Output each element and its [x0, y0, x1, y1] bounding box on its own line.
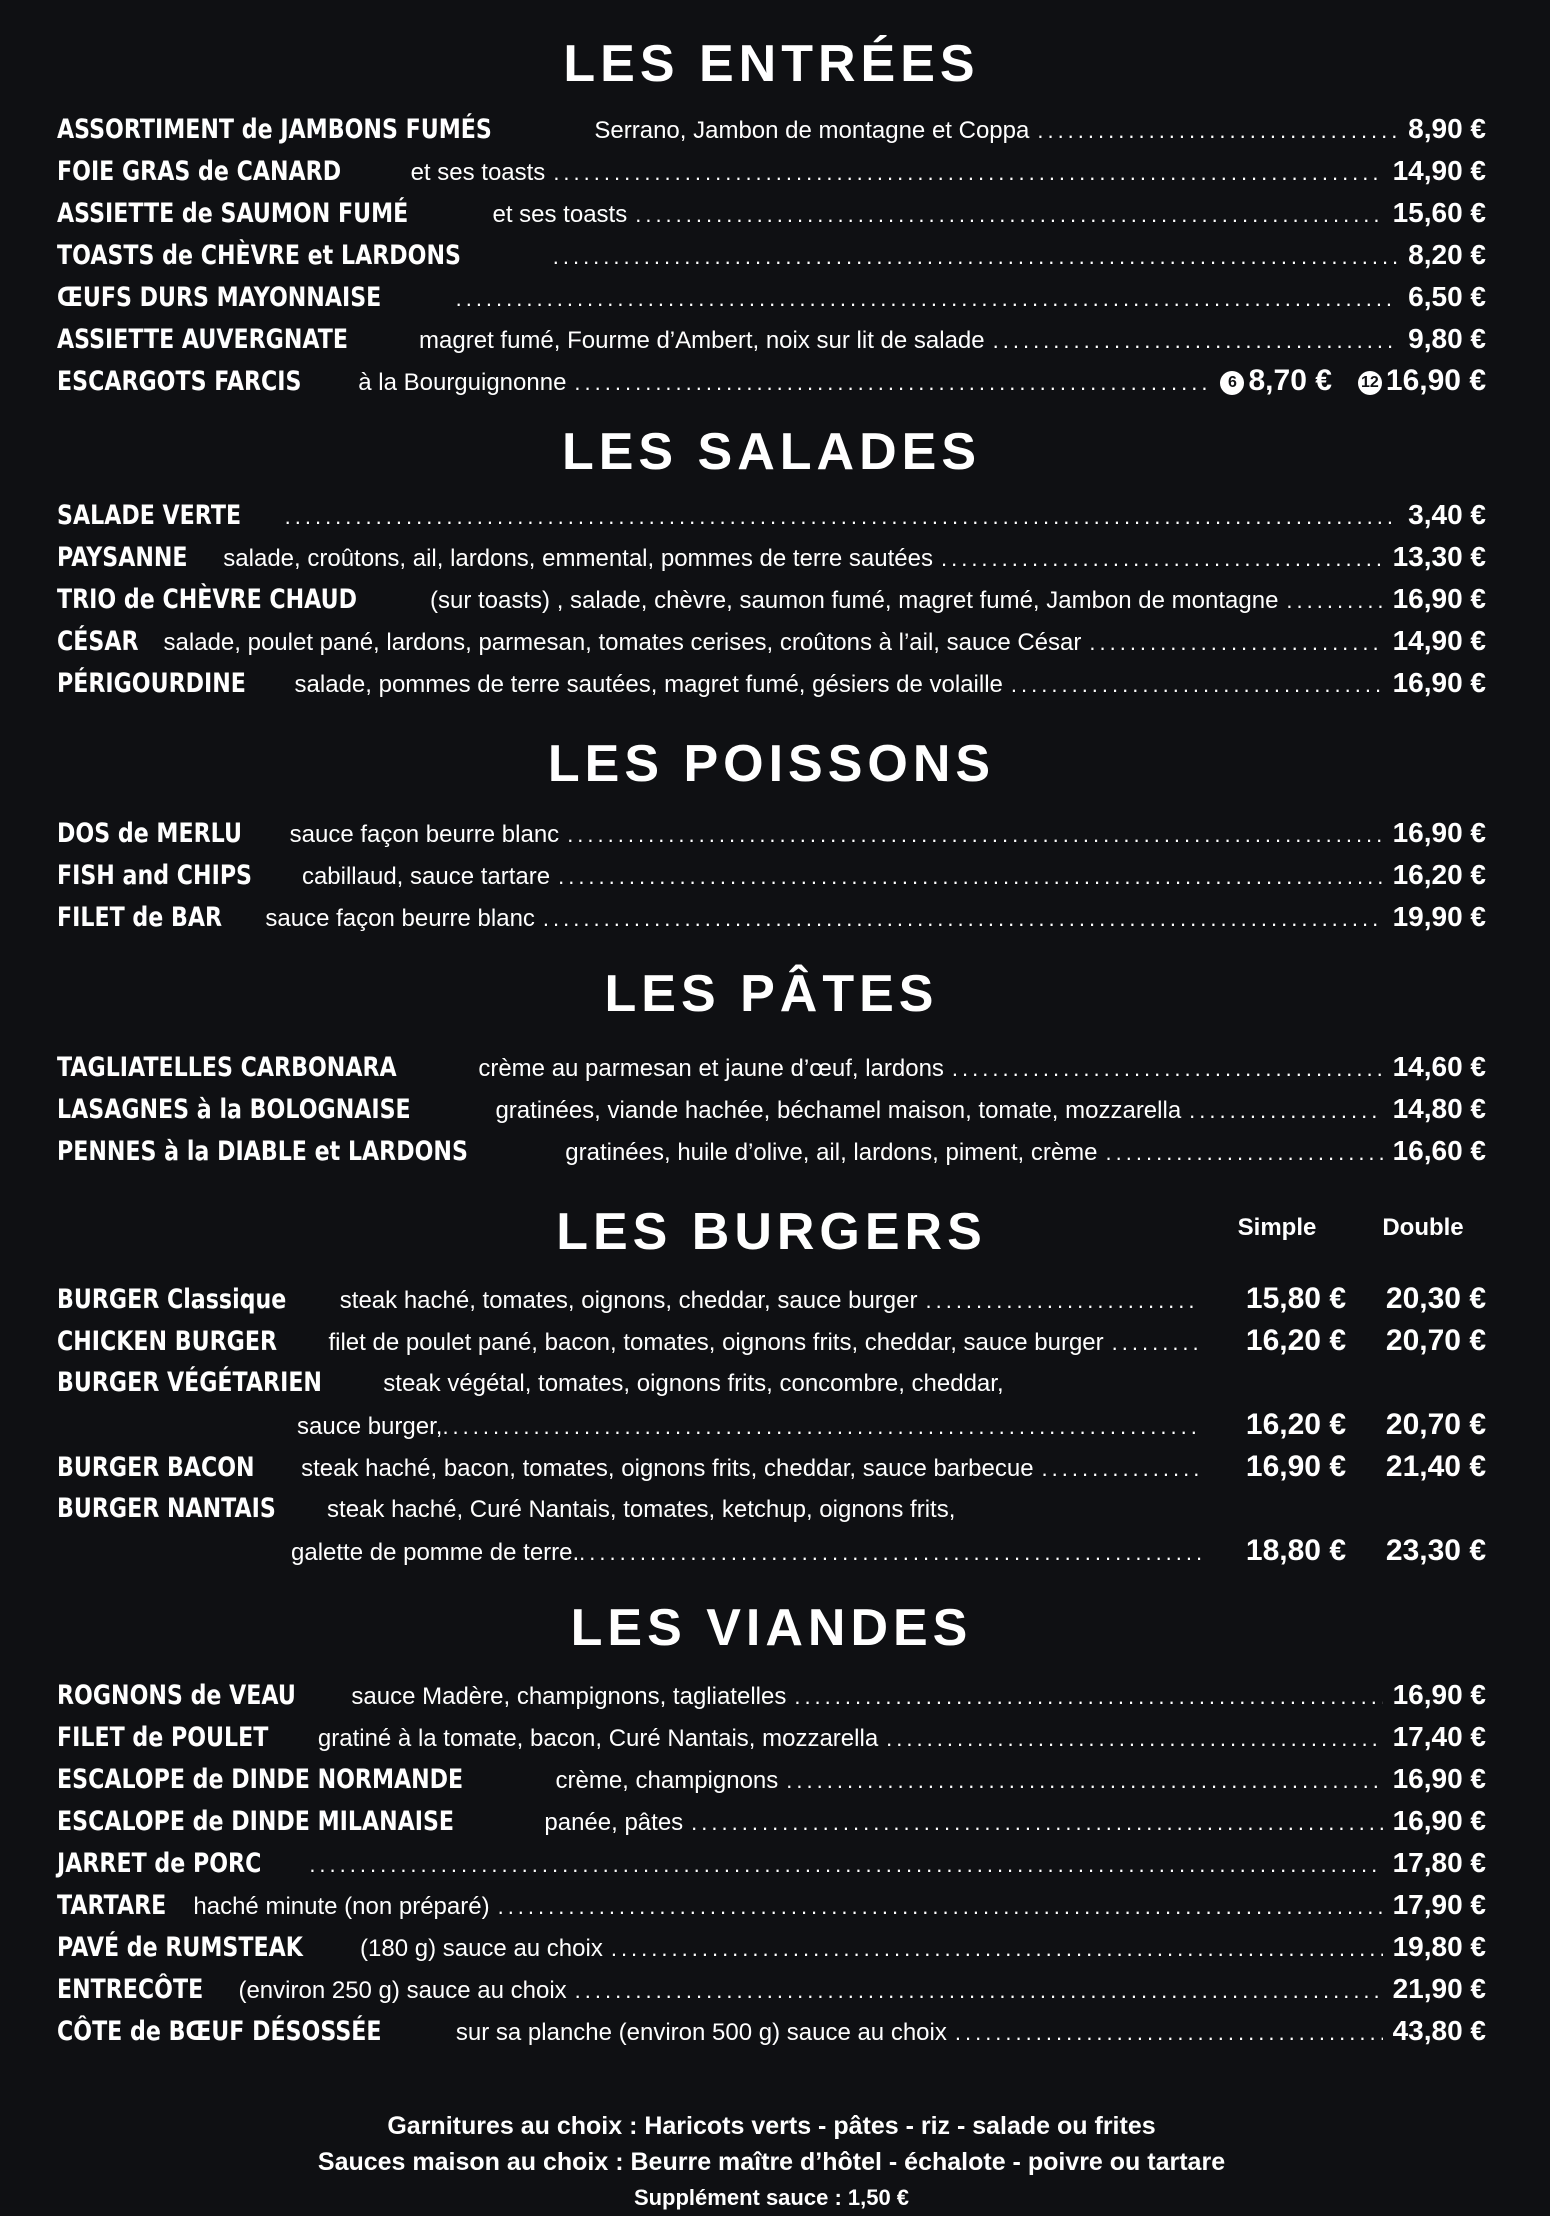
burger-item-continuation [57, 1404, 1486, 1446]
pates-list [57, 1046, 1486, 1172]
price-simple: 16,20 € [1245, 1408, 1346, 1441]
price-double: 20,70 € [1385, 1408, 1486, 1441]
sauces-note: Sauces maison au choix : Beurre maître d’hôtel - échalote - poivre ou tartare [317, 2148, 1226, 2176]
price-simple: 15,80 € [1245, 1282, 1346, 1315]
menu-item [57, 1884, 1486, 1926]
item-name: ASSIETTE de SAUMON FUMÉ [57, 198, 409, 229]
item-price: 21,90 € [1392, 1973, 1486, 2004]
item-description: gratiné à la tomate, bacon, Curé Nantais, mozzarella [317, 1725, 879, 1752]
item-price: 17,90 € [1392, 1889, 1486, 1920]
item-description: sauce façon beurre blanc [289, 821, 560, 848]
menu-item [57, 854, 1486, 896]
item-name: BURGER NANTAIS [57, 1493, 276, 1524]
dot-leader [955, 2012, 1383, 2054]
item-description: gratinées, viande hachée, béchamel maison, tomate, mozzarella [495, 1097, 1182, 1124]
dot-leader [941, 538, 1383, 580]
price-double: 20,30 € [1385, 1282, 1486, 1315]
burger-item [57, 1320, 1486, 1362]
poissons-list [57, 812, 1486, 938]
item-name: ASSIETTE AUVERGNATE [57, 324, 349, 355]
column-double: Double [1382, 1214, 1464, 1241]
price-simple: 16,90 € [1245, 1450, 1346, 1483]
item-price: 19,80 € [1392, 1931, 1486, 1962]
item-price: 14,90 € [1392, 155, 1486, 186]
item-price: 17,40 € [1392, 1721, 1486, 1752]
price-12: 16,90 € [1385, 364, 1486, 397]
item-price: 16,90 € [1392, 1763, 1486, 1794]
item-name: CÔTE de BŒUF DÉSOSSÉE [57, 2016, 382, 2047]
item-price: 13,30 € [1392, 541, 1486, 572]
item-name: ESCALOPE de DINDE MILANAISE [57, 1806, 455, 1837]
item-price: 17,80 € [1392, 1847, 1486, 1878]
dot-leader [558, 856, 1382, 898]
item-description: gratinées, huile d’olive, ail, lardons, piment, crème [565, 1139, 1098, 1166]
item-name: FISH and CHIPS [57, 860, 252, 891]
item-name: FILET de BAR [57, 902, 223, 933]
item-description: et ses toasts [410, 159, 546, 186]
menu-item [57, 896, 1486, 938]
item-price: 16,90 € [1392, 583, 1486, 614]
salades-list [57, 494, 1486, 704]
menu-item [57, 2010, 1486, 2052]
menu-item [57, 276, 1486, 318]
item-description: salade, pommes de terre sautées, magret fumé, gésiers de volaille [294, 671, 1003, 698]
dot-leader [285, 496, 1399, 538]
item-name: ENTRECÔTE [57, 1974, 204, 2005]
item-name: ESCALOPE de DINDE NORMANDE [57, 1764, 464, 1795]
menu-item [57, 1046, 1486, 1088]
section-title-entrees: LES ENTRÉES [563, 35, 980, 93]
quantity-badge-6: 6 [1220, 371, 1244, 395]
dot-leader [1011, 664, 1383, 706]
item-description: sauce Madère, champignons, tagliatelles [351, 1683, 787, 1710]
menu-item [57, 1088, 1486, 1130]
burger-item [57, 1278, 1486, 1320]
dot-leader [886, 1718, 1382, 1760]
item-name: SALADE VERTE [57, 500, 242, 531]
burger-item [57, 1362, 1486, 1404]
burger-item [57, 1446, 1486, 1488]
menu-item [57, 234, 1486, 276]
item-description: steak végétal, tomates, oignons frits, concombre, cheddar, [383, 1370, 1004, 1397]
item-name: TOASTS de CHÈVRE et LARDONS [57, 240, 461, 271]
item-description: sur sa planche (environ 500 g) sauce au choix [455, 2019, 947, 2046]
item-name: PÉRIGOURDINE [57, 668, 246, 699]
section-title-viandes: LES VIANDES [570, 1599, 973, 1657]
item-name: FILET de POULET [57, 1722, 269, 1753]
item-description: crème au parmesan et jaune d’œuf, lardons [478, 1055, 944, 1082]
item-name: FOIE GRAS de CANARD [57, 156, 342, 187]
quantity-badge-12: 12 [1358, 371, 1382, 395]
section-title-salades: LES SALADES [561, 423, 982, 481]
dot-leader [1037, 110, 1398, 152]
item-price: 8,90 € [1408, 113, 1486, 144]
item-description: à la Bourguignonne [358, 369, 567, 396]
dot-leader [993, 320, 1399, 362]
menu-item [57, 1716, 1486, 1758]
item-price: 14,90 € [1392, 625, 1486, 656]
dot-leader [498, 1886, 1383, 1928]
item-description: (sur toasts) , salade, chèvre, saumon fumé, magret fumé, Jambon de montagne [430, 587, 1279, 614]
item-description: et ses toasts [492, 201, 628, 228]
column-simple: Simple [1237, 1214, 1317, 1241]
price-double: 21,40 € [1385, 1450, 1486, 1483]
dot-leader [543, 898, 1383, 940]
item-name: PAVÉ de RUMSTEAK [57, 1932, 303, 1963]
menu-item [57, 192, 1486, 234]
item-description: (environ 250 g) sauce au choix [238, 1977, 567, 2004]
garnitures-note: Garnitures au choix : Haricots verts - pâtes - riz - salade ou frites [387, 2112, 1156, 2140]
price-6: 8,70 € [1248, 364, 1332, 397]
item-description-cont: galette de pomme de terre. [291, 1539, 580, 1566]
menu-item [57, 1800, 1486, 1842]
item-price: 16,20 € [1392, 859, 1486, 890]
dot-leader [456, 278, 1399, 320]
item-name: ROGNONS de VEAU [57, 1680, 296, 1711]
item-price: 6,50 € [1408, 281, 1486, 312]
dot-leader [442, 1406, 1198, 1448]
menu-item [57, 1674, 1486, 1716]
section-title-burgers: LES BURGERS [556, 1203, 987, 1261]
section-title-poissons: LES POISSONS [547, 735, 996, 793]
item-name: CHICKEN BURGER [57, 1326, 278, 1357]
dot-leader [1112, 1322, 1198, 1364]
dot-leader [635, 194, 1382, 236]
price-double: 23,30 € [1385, 1534, 1486, 1567]
section-title-pates: LES PÂTES [604, 965, 939, 1023]
menu-item [57, 1926, 1486, 1968]
item-name: BURGER BACON [57, 1452, 255, 1483]
item-description: cabillaud, sauce tartare [301, 863, 551, 890]
dot-leader [575, 1970, 1383, 2012]
item-description: sauce façon beurre blanc [265, 905, 535, 932]
item-price: 9,80 € [1408, 323, 1486, 354]
menu-item [57, 536, 1486, 578]
dot-leader [1189, 1090, 1382, 1132]
dot-leader [567, 814, 1382, 856]
item-description: Serrano, Jambon de montagne et Coppa [594, 117, 1030, 144]
burger-column-headers [1208, 1214, 1486, 1242]
item-name: BURGER VÉGÉTARIEN [57, 1367, 322, 1398]
menu-item [57, 494, 1486, 536]
item-price: 43,80 € [1392, 2015, 1486, 2046]
menu-item [57, 662, 1486, 704]
dot-leader [574, 362, 1210, 404]
menu-item [57, 812, 1486, 854]
dot-leader [553, 236, 1398, 278]
item-price: 14,80 € [1392, 1093, 1486, 1124]
item-name: JARRET de PORC [57, 1848, 262, 1879]
item-price: 16,90 € [1392, 817, 1486, 848]
menu-item [57, 1758, 1486, 1800]
item-name: TAGLIATELLES CARBONARA [57, 1052, 397, 1083]
burgers-header [57, 1192, 1486, 1272]
viandes-list [57, 1674, 1486, 2052]
item-name: TRIO de CHÈVRE CHAUD [57, 584, 358, 615]
item-name: CÉSAR [57, 626, 139, 657]
menu-item [57, 318, 1486, 360]
item-description: salade, poulet pané, lardons, parmesan, tomates cerises, croûtons à l’ail, sauce César [163, 629, 1082, 656]
entrees-list [57, 108, 1486, 402]
menu-item-escargots [57, 360, 1486, 402]
item-description: haché minute (non préparé) [193, 1893, 490, 1920]
menu-item [57, 150, 1486, 192]
item-price: 3,40 € [1408, 499, 1486, 530]
item-price: 16,90 € [1392, 667, 1486, 698]
item-name: TARTARE [57, 1890, 167, 1921]
item-price: 16,90 € [1392, 1679, 1486, 1710]
menu-item [57, 1968, 1486, 2010]
burger-item [57, 1488, 1486, 1530]
dot-leader [952, 1048, 1383, 1090]
item-description: steak haché, bacon, tomates, oignons frits, cheddar, sauce barbecue [301, 1455, 1034, 1482]
item-name: ASSORTIMENT de JAMBONS FUMÉS [57, 114, 492, 145]
item-name: DOS de MERLU [57, 818, 242, 849]
item-description: steak haché, Curé Nantais, tomates, ketchup, oignons frits, [327, 1496, 956, 1523]
burger-item-continuation [57, 1530, 1486, 1572]
dot-leader [553, 152, 1382, 194]
dot-leader [1089, 622, 1382, 664]
item-price: 16,90 € [1392, 1805, 1486, 1836]
item-name: BURGER Classique [57, 1284, 287, 1315]
item-name: ŒUFS DURS MAYONNAISE [57, 282, 382, 313]
item-name: PENNES à la DIABLE et LARDONS [57, 1136, 468, 1167]
item-description: steak haché, tomates, oignons, cheddar, sauce burger [339, 1287, 918, 1314]
item-description: magret fumé, Fourme d’Ambert, noix sur lit de salade [419, 327, 985, 354]
item-price: 15,60 € [1392, 197, 1486, 228]
item-name: ESCARGOTS FARCIS [57, 366, 302, 397]
price-double: 20,70 € [1385, 1324, 1486, 1357]
item-description: filet de poulet pané, bacon, tomates, oignons frits, cheddar, sauce burger [328, 1329, 1104, 1356]
item-price: 14,60 € [1392, 1051, 1486, 1082]
menu-item [57, 578, 1486, 620]
menu-item [57, 620, 1486, 662]
menu-item [57, 108, 1486, 150]
dot-leader [1042, 1448, 1198, 1490]
item-name: LASAGNES à la BOLOGNAISE [57, 1094, 411, 1125]
item-description: panée, pâtes [544, 1809, 684, 1836]
item-description: salade, croûtons, ail, lardons, emmental, pommes de terre sautées [223, 545, 933, 572]
supplement-note: Supplément sauce : 1,50 € [633, 2185, 910, 2210]
item-description: (180 g) sauce au choix [360, 1935, 603, 1962]
dot-leader [579, 1532, 1208, 1574]
item-price: 16,60 € [1392, 1135, 1486, 1166]
dot-leader [1286, 580, 1382, 622]
item-description: crème, champignons [555, 1767, 779, 1794]
menu-item [57, 1130, 1486, 1172]
burgers-list [57, 1278, 1486, 1572]
price-simple: 16,20 € [1245, 1324, 1346, 1357]
escargots-prices [1220, 360, 1486, 402]
dot-leader [794, 1676, 1382, 1718]
dot-leader [309, 1844, 1382, 1886]
price-simple: 18,80 € [1245, 1534, 1346, 1567]
dot-leader [1106, 1132, 1383, 1174]
dot-leader [786, 1760, 1382, 1802]
dot-leader [691, 1802, 1382, 1844]
item-name: PAYSANNE [57, 542, 188, 573]
item-price: 19,90 € [1392, 901, 1486, 932]
item-price: 8,20 € [1408, 239, 1486, 270]
item-description-cont: sauce burger, [297, 1413, 443, 1440]
menu-item [57, 1842, 1486, 1884]
dot-leader [925, 1280, 1198, 1322]
dot-leader [611, 1928, 1383, 1970]
